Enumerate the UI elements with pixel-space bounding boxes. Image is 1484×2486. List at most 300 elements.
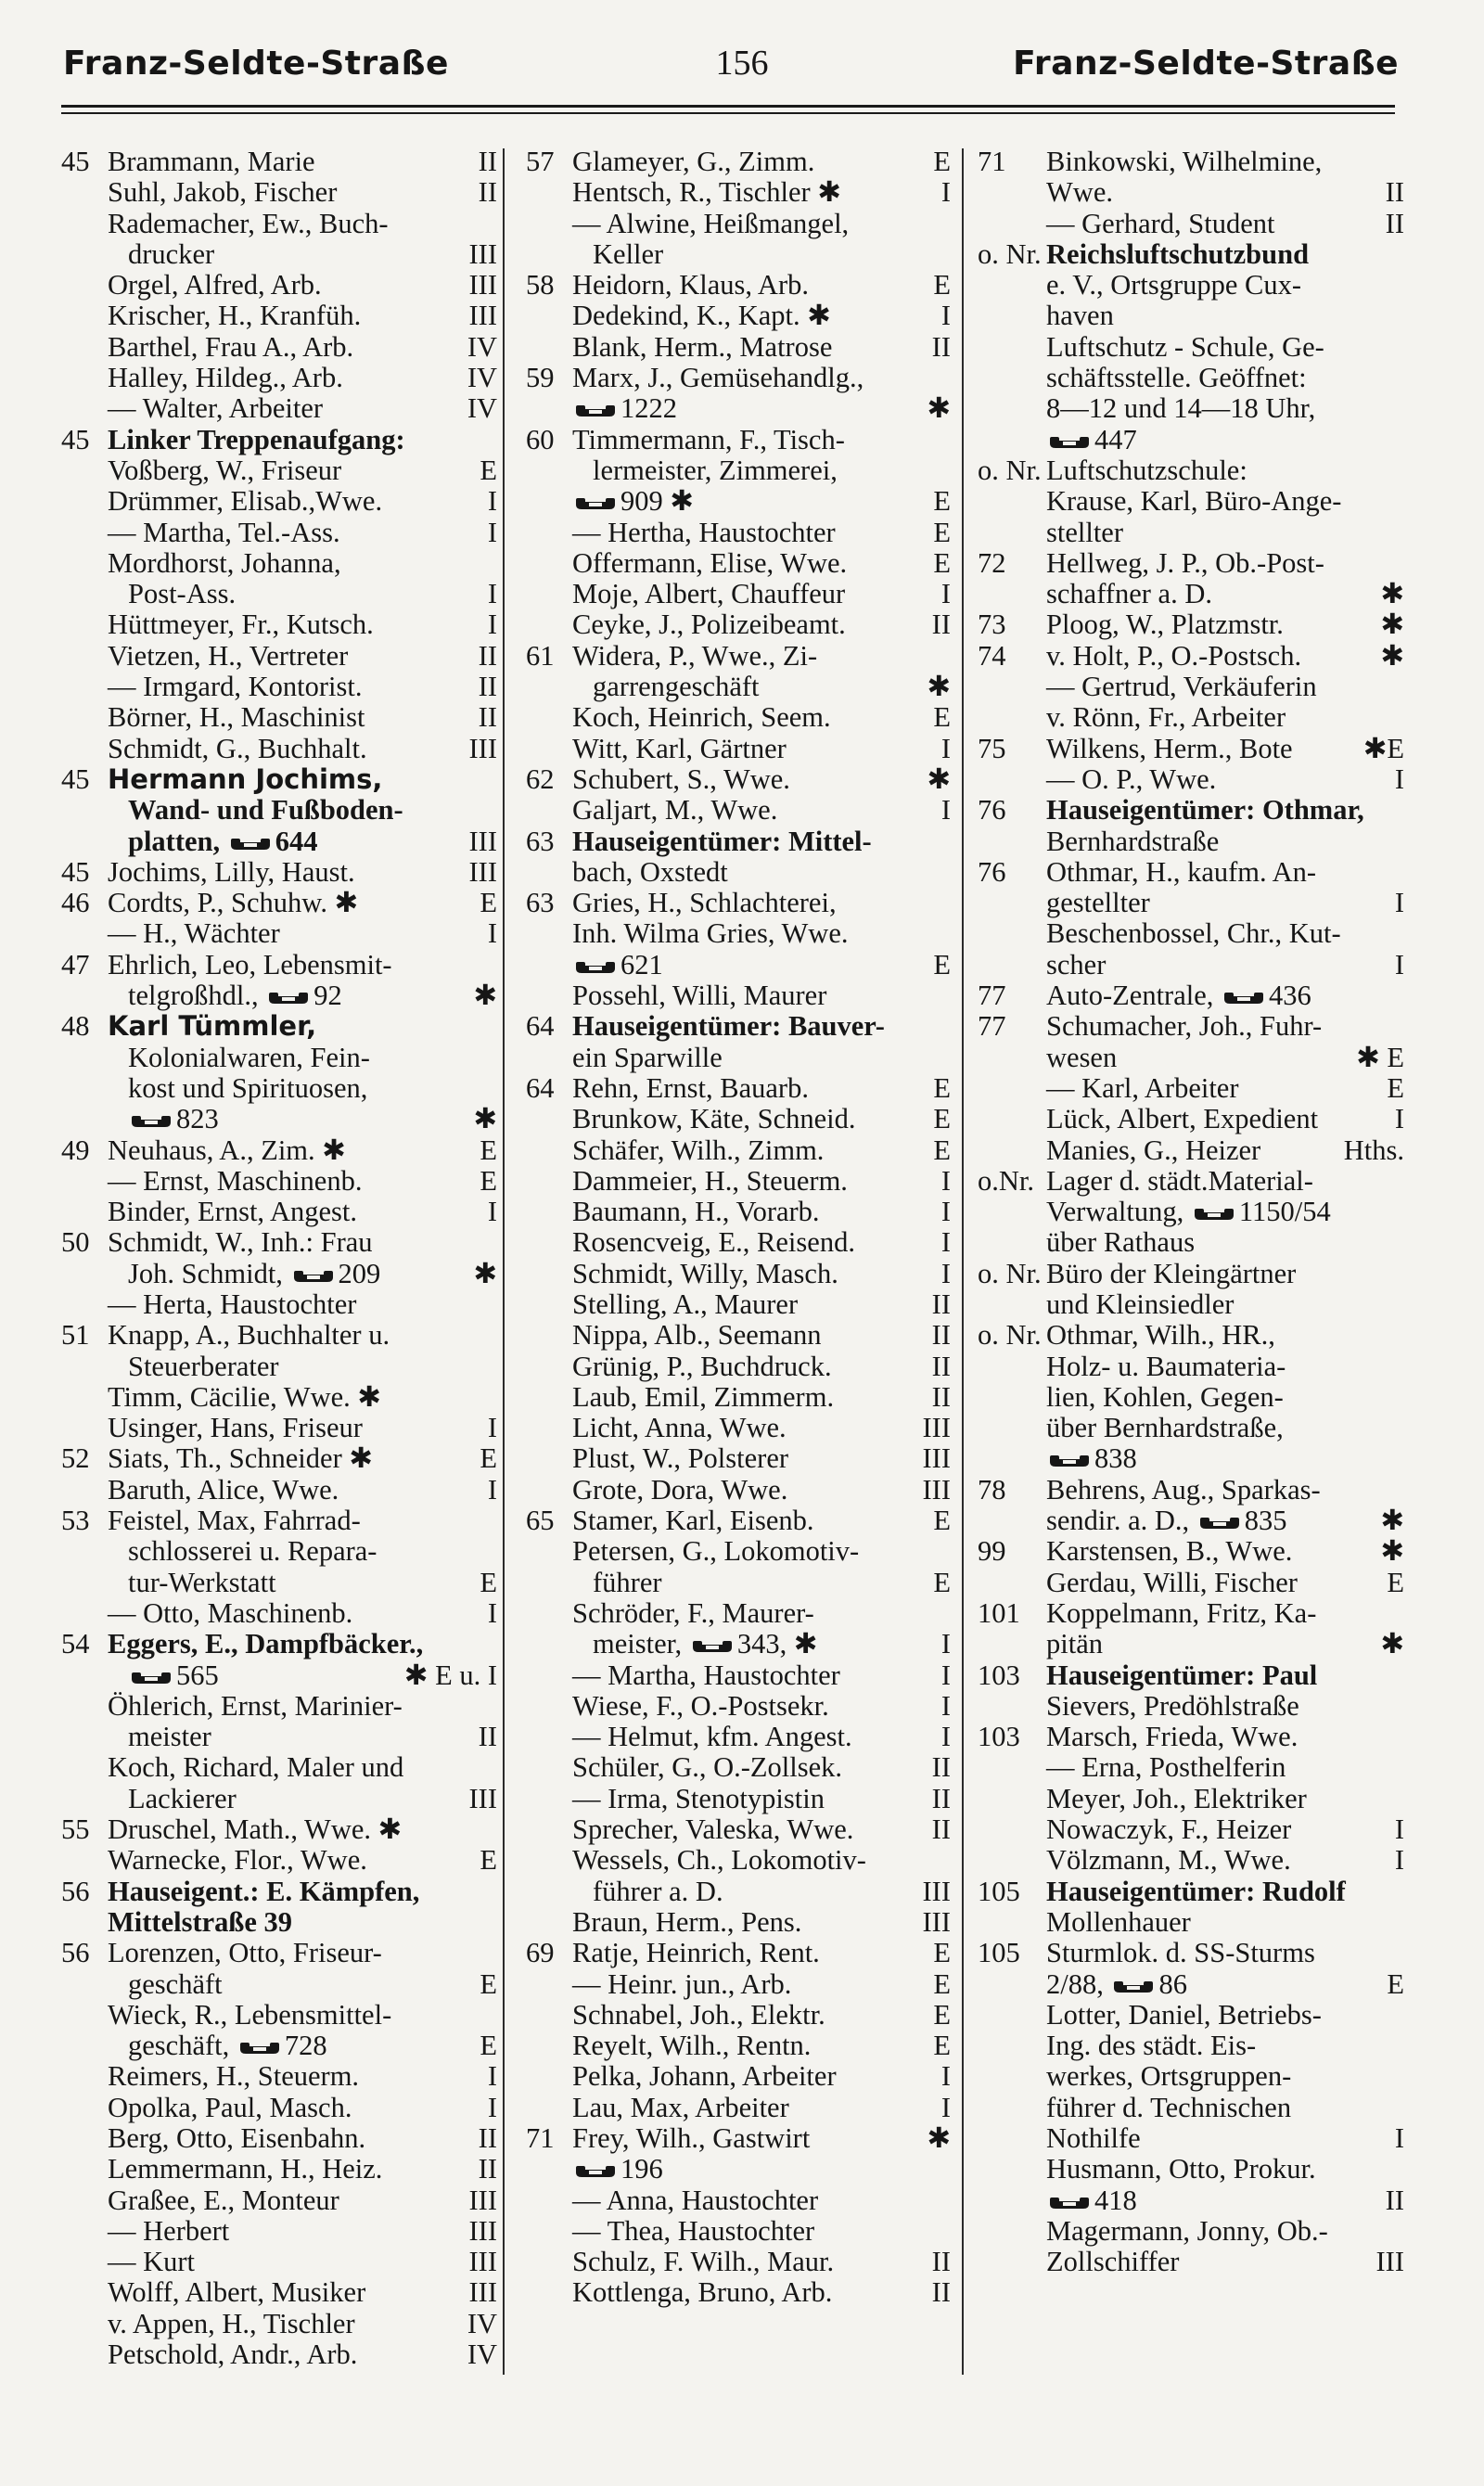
directory-entry-line (526, 1752, 951, 1783)
entry-name: e. V., Ortsgruppe Cux- (1046, 269, 1302, 301)
directory-entry-line (526, 393, 951, 424)
directory-entry-line (61, 1043, 497, 1073)
directory-entry-line (526, 2277, 951, 2308)
entry-text (572, 1413, 787, 1443)
entry-name: Inh. Wilma Gries, Wwe. (572, 917, 849, 950)
directory-entry-line (526, 270, 951, 301)
directory-entry-line (526, 734, 951, 764)
directory-entry-line (61, 548, 497, 579)
floor-marker: ✱ E u. I (403, 1659, 497, 1691)
entry-text (108, 609, 374, 640)
entry-text (108, 734, 367, 764)
entry-name: Ceyke, J., Polizeibeamt. (572, 609, 846, 641)
entry-text (1046, 177, 1113, 208)
floor-marker: II (931, 1782, 951, 1814)
entry-text (1046, 1166, 1313, 1197)
directory-entry-line (526, 1135, 951, 1166)
directory-entry-line (978, 1289, 1404, 1320)
house-number: 48 (61, 1010, 90, 1043)
floor-marker: III (468, 300, 497, 332)
floor-marker: III (922, 1442, 951, 1475)
floor-marker: I (487, 516, 497, 548)
directory-entry-line (61, 1506, 497, 1536)
entry-name: Lackierer (128, 1782, 237, 1814)
directory-entry-line (61, 239, 497, 270)
entry-name: — Irmgard, Kontorist. (108, 671, 363, 703)
house-number: 63 (526, 887, 555, 919)
floor-marker: E (933, 146, 951, 177)
telephone-receiver-icon (130, 1672, 173, 1685)
phone-number: 1150/54 (1238, 1196, 1331, 1228)
house-number: 54 (61, 1628, 90, 1660)
entry-name: Graßee, E., Monteur (108, 2184, 339, 2216)
telephone-receiver-icon (574, 404, 617, 417)
entry-name: — Hertha, Haustochter (572, 516, 836, 548)
directory-entry-line (978, 1722, 1404, 1752)
directory-entry-line (526, 702, 951, 733)
directory-entry-line (978, 1845, 1404, 1876)
floor-marker: E (1387, 1967, 1404, 2000)
entry-text (1046, 764, 1216, 795)
directory-entry-line (978, 518, 1404, 548)
directory-entry-line (526, 239, 951, 270)
directory-entry-line (61, 980, 497, 1011)
floor-marker: ✱ (927, 762, 951, 795)
floor-marker: III (468, 269, 497, 301)
floor-marker: E (933, 1071, 951, 1104)
entry-text (108, 1938, 382, 1968)
column-divider-1 (503, 148, 505, 2375)
directory-entry-line (978, 425, 1404, 455)
entry-text (108, 2000, 391, 2031)
entry-text (593, 1568, 662, 1598)
directory-entry-line (526, 177, 951, 208)
floor-marker: ✱E (1362, 732, 1404, 764)
entry-text (572, 950, 663, 980)
entry-text (108, 672, 362, 702)
entry-text (108, 209, 389, 239)
floor-marker: Hths. (1343, 1134, 1404, 1166)
entry-name: meister (128, 1721, 211, 1753)
directory-entry-line (978, 1382, 1404, 1413)
entry-name: ein Sparwille (572, 1041, 723, 1073)
entry-text (1046, 1259, 1296, 1289)
directory-entry-line (61, 2339, 497, 2370)
directory-entry-line (61, 1011, 497, 1042)
entry-name: Petersen, G., Lokomotiv- (572, 1535, 860, 1568)
entry-text (128, 239, 214, 270)
directory-entry-line (526, 857, 951, 888)
entry-name: Opolka, Paul, Masch. (108, 2091, 352, 2123)
page-number: 156 (715, 44, 769, 83)
directory-entry-line (978, 1691, 1404, 1722)
floor-marker: I (1394, 2122, 1404, 2154)
entry-name: Drümmer, Elisab.,Wwe. (108, 485, 383, 518)
entry-text (1046, 2031, 1256, 2061)
floor-marker: ✱ (927, 2122, 951, 2154)
directory-entry-line (978, 486, 1404, 517)
entry-text (1046, 1227, 1195, 1258)
telephone-receiver-icon (1048, 1454, 1091, 1467)
entry-name: Koch, Richard, Maler und (108, 1751, 404, 1784)
house-number: 101 (978, 1596, 1020, 1629)
entry-text (108, 2123, 365, 2154)
directory-entry-line (978, 1475, 1404, 1506)
entry-text (572, 702, 831, 733)
entry-name: Kottlenga, Bruno, Arb. (572, 2276, 833, 2309)
entry-name: Schmidt, W., Inh.: Frau (108, 1226, 373, 1259)
entry-name: Pelka, Johann, Arbeiter (572, 2060, 837, 2093)
floor-marker: III (1375, 2246, 1404, 2278)
entry-text (128, 1660, 219, 1691)
entry-text (1046, 1073, 1239, 1104)
directory-entry-line (61, 1845, 497, 1876)
telephone-receiver-icon (1222, 992, 1265, 1005)
entry-text (108, 2247, 195, 2277)
entry-name: Verwaltung, (1046, 1196, 1184, 1228)
entry-name: Schulz, F. Wilh., Maur. (572, 2246, 835, 2278)
directory-entry-line (978, 1598, 1404, 1629)
entry-text (1046, 393, 1315, 424)
entry-text (1046, 1443, 1137, 1474)
entry-text (128, 1104, 219, 1134)
entry-name: — Anna, Haustochter (572, 2184, 819, 2216)
entry-name: Baumann, H., Vorarb. (572, 1196, 820, 1228)
house-number: 77 (978, 1010, 1006, 1043)
house-number: 45 (61, 146, 90, 177)
house-number: 50 (61, 1226, 90, 1259)
entry-text (128, 2031, 327, 2061)
entry-text (1046, 1536, 1292, 1567)
floor-marker: E (480, 1967, 497, 2000)
entry-text (108, 1877, 419, 1907)
directory-entry-line (61, 1598, 497, 1629)
entry-text (1046, 579, 1212, 609)
entry-name: Baruth, Alice, Wwe. (108, 1473, 339, 1506)
directory-entry-line (978, 2093, 1404, 2123)
entry-text (108, 2093, 352, 2123)
entry-name: v. Rönn, Fr., Arbeiter (1046, 701, 1286, 734)
directory-entry-line (61, 1104, 497, 1134)
floor-marker: I (487, 1196, 497, 1228)
entry-text (572, 1722, 852, 1752)
phone-number: 447 (1094, 423, 1137, 455)
directory-entry-line (61, 1752, 497, 1783)
directory-entry-line (61, 332, 497, 363)
floor-marker: II (931, 1380, 951, 1413)
entry-name: Glameyer, G., Zimm. (572, 146, 815, 177)
directory-entry-line (61, 2309, 497, 2339)
entry-text (1046, 857, 1316, 888)
entry-name: Joh. Schmidt, (128, 1257, 283, 1289)
house-number: 61 (526, 639, 555, 672)
directory-entry-line (978, 1969, 1404, 2000)
entry-text (593, 1877, 723, 1907)
directory-entry-line (978, 1752, 1404, 1783)
floor-marker: E (1387, 1071, 1404, 1104)
directory-entry-line (526, 1568, 951, 1598)
directory-entry-line (526, 1443, 951, 1474)
entry-name: Ehrlich, Leo, Lebensmit- (108, 948, 392, 980)
directory-entry-line (526, 548, 951, 579)
entry-text (108, 1598, 352, 1629)
entry-name: bach, Oxstedt (572, 855, 728, 888)
floor-marker: II (1385, 2184, 1404, 2216)
entry-text (572, 1784, 825, 1814)
floor-marker: III (468, 2214, 497, 2247)
entry-text (108, 2309, 355, 2339)
entry-text (1046, 672, 1317, 702)
entry-text (108, 393, 323, 424)
entry-text (1046, 2247, 1179, 2277)
directory-entry-line (526, 2185, 951, 2216)
directory-entry-line (61, 1907, 497, 1938)
floor-marker: III (922, 1875, 951, 1907)
floor-marker: III (468, 2276, 497, 2309)
entry-name: — Martha, Tel.-Ass. (108, 516, 340, 548)
entry-name: Wand- und Fußboden- (128, 794, 403, 827)
entry-text (108, 363, 343, 393)
entry-text (1046, 455, 1247, 486)
floor-marker: III (468, 2246, 497, 2278)
floor-marker: I (1394, 948, 1404, 980)
entry-name: Vietzen, H., Vertreter (108, 639, 349, 672)
house-number: 59 (526, 362, 555, 394)
directory-entry-line (526, 2031, 951, 2061)
floor-marker: I (940, 578, 951, 610)
directory-entry-line (526, 363, 951, 393)
directory-entry-line (978, 980, 1404, 1011)
entry-text (572, 1752, 842, 1783)
directory-entry-line (978, 2061, 1404, 2092)
house-number: o.Nr. (978, 1164, 1034, 1197)
entry-name: werkes, Ortsgruppen- (1046, 2060, 1292, 2093)
entry-name: Berg, Otto, Eisenbahn. (108, 2122, 366, 2154)
phone-number: 728 (284, 2030, 327, 2062)
floor-marker: E (933, 1134, 951, 1166)
house-number: o. Nr. (978, 454, 1042, 486)
entry-name: Witt, Karl, Gärtner (572, 732, 787, 764)
entry-name: Koppelmann, Fritz, Ka- (1046, 1596, 1317, 1629)
entry-name: — Helmut, kfm. Angest. (572, 1721, 852, 1753)
house-number: 45 (61, 762, 90, 795)
entry-text (1046, 363, 1307, 393)
entry-name: Luftschutz - Schule, Ge- (1046, 330, 1324, 363)
directory-entry-line (526, 332, 951, 363)
entry-text (572, 2123, 810, 2154)
entry-text (128, 1784, 237, 1814)
entry-name: über Bernhardstraße, (1046, 1412, 1284, 1444)
entry-name: Völzmann, M., Wwe. (1046, 1844, 1291, 1877)
entry-text (572, 177, 841, 208)
phone-number: 838 (1094, 1442, 1137, 1475)
house-number: 56 (61, 1937, 90, 1969)
directory-entry-line (61, 486, 497, 517)
phone-number: 418 (1094, 2184, 1137, 2216)
directory-entry-line (526, 827, 951, 857)
entry-name: — Otto, Maschinenb. (108, 1596, 353, 1629)
entry-text (108, 1011, 316, 1042)
entry-text (1046, 239, 1309, 270)
telephone-receiver-icon (1048, 436, 1091, 449)
directory-entry-line (526, 455, 951, 486)
entry-name: Stelling, A., Maurer (572, 1288, 799, 1320)
directory-entry-line (526, 1907, 951, 1938)
entry-name: Mollenhauer (1046, 1905, 1191, 1938)
directory-entry-line (61, 1938, 497, 1968)
entry-name: Othmar, Wilh., HR., (1046, 1319, 1275, 1352)
entry-text (572, 363, 864, 393)
house-number: 105 (978, 1875, 1020, 1907)
entry-name: v. Holt, P., O.-Postsch. (1046, 639, 1302, 672)
entry-text (572, 1691, 829, 1722)
directory-entry-line (978, 332, 1404, 363)
directory-column-3 (978, 147, 1404, 2277)
directory-entry-line (526, 1382, 951, 1413)
directory-entry-line (61, 1073, 497, 1104)
directory-entry-line (526, 1227, 951, 1258)
floor-marker: II (478, 671, 497, 703)
entry-text (593, 455, 838, 486)
directory-entry-line (978, 827, 1404, 857)
directory-entry-line (978, 270, 1404, 301)
entry-name: — H., Wächter (108, 917, 280, 950)
entry-name: Othmar, H., kaufm. An- (1046, 855, 1317, 888)
entry-text (128, 1568, 276, 1598)
floor-marker: I (940, 794, 951, 827)
directory-entry-line (61, 1352, 497, 1382)
entry-name: Hüttmeyer, Fr., Kutsch. (108, 609, 374, 641)
entry-name: Holz- u. Baumateria- (1046, 1350, 1286, 1382)
telephone-receiver-icon (292, 1270, 335, 1283)
entry-text (572, 1443, 788, 1474)
directory-entry-line (61, 950, 497, 980)
floor-marker: II (478, 701, 497, 734)
entry-name: — Thea, Haustochter (572, 2214, 815, 2247)
floor-marker: III (468, 2184, 497, 2216)
directory-entry-line (526, 1691, 951, 1722)
directory-entry-line (526, 764, 951, 795)
floor-marker: I (940, 1689, 951, 1722)
directory-entry-line (61, 702, 497, 733)
floor-marker: I (940, 1226, 951, 1259)
entry-text (108, 2185, 339, 2216)
floor-marker: E (480, 2030, 497, 2062)
entry-text (108, 1227, 373, 1258)
entry-text (572, 1259, 838, 1289)
directory-entry-line (978, 2216, 1404, 2247)
floor-marker: I (487, 2060, 497, 2093)
floor-marker: IV (467, 2307, 497, 2339)
floor-marker: II (478, 2122, 497, 2154)
telephone-receiver-icon (574, 497, 617, 510)
entry-text (572, 209, 849, 239)
floor-marker: E (933, 1998, 951, 2031)
floor-marker: I (940, 2060, 951, 2093)
entry-name: meister, (593, 1628, 683, 1660)
telephone-receiver-icon (1198, 1517, 1241, 1530)
directory-entry-line (61, 888, 497, 918)
entry-text (108, 1814, 402, 1845)
entry-name: Neuhaus, A., Zim. ✱ (108, 1134, 346, 1166)
header-rule-top (61, 105, 1395, 108)
directory-entry-line (526, 1784, 951, 1814)
entry-text (572, 2216, 814, 2247)
directory-entry-line (978, 1413, 1404, 1443)
entry-name: Dedekind, K., Kapt. ✱ (572, 300, 831, 332)
directory-entry-line (61, 1413, 497, 1443)
entry-name: Lager d. städt.Material- (1046, 1164, 1313, 1197)
phone-number: 909 ✱ (620, 485, 694, 518)
entry-text (108, 1845, 367, 1876)
house-number: 60 (526, 423, 555, 455)
directory-entry-line (61, 425, 497, 455)
entry-text (572, 486, 694, 517)
entry-text (108, 1166, 362, 1197)
entry-text (1046, 827, 1219, 857)
directory-entry-line (61, 1877, 497, 1907)
entry-text (108, 1289, 356, 1320)
directory-entry-line (978, 795, 1404, 826)
entry-text (108, 950, 392, 980)
floor-marker: E (933, 1566, 951, 1598)
directory-entry-line (978, 1166, 1404, 1197)
floor-marker: I (1394, 887, 1404, 919)
entry-text (1046, 1877, 1346, 1907)
entry-name: schäftsstelle. Geöffnet: (1046, 362, 1307, 394)
entry-text (108, 888, 358, 918)
entry-name: Barthel, Frau A., Arb. (108, 330, 354, 363)
phone-number: 823 (176, 1103, 219, 1135)
entry-name: Usinger, Hans, Friseur (108, 1412, 363, 1444)
entry-text (1046, 1969, 1187, 2000)
entry-name: — Walter, Arbeiter (108, 392, 324, 425)
entry-text (1046, 1907, 1191, 1938)
directory-entry-line (978, 147, 1404, 177)
entry-text (1046, 1382, 1284, 1413)
directory-entry-line (526, 2123, 951, 2154)
house-number: o. Nr. (978, 237, 1042, 270)
directory-entry-line (978, 1227, 1404, 1258)
entry-text (1046, 548, 1324, 579)
directory-entry-line (61, 734, 497, 764)
entry-name: — Gertrud, Verkäuferin (1046, 671, 1317, 703)
entry-name: Keller (593, 237, 664, 270)
floor-marker: I (487, 609, 497, 641)
directory-entry-line (978, 579, 1404, 609)
floor-marker: I (487, 2091, 497, 2123)
directory-entry-line (526, 1536, 951, 1567)
house-number: 103 (978, 1721, 1020, 1753)
directory-column-1 (61, 147, 497, 2370)
floor-marker: I (940, 1628, 951, 1660)
house-number: 45 (61, 423, 90, 455)
directory-entry-line (978, 455, 1404, 486)
entry-name: Wieck, R., Lebensmittel- (108, 1998, 392, 2031)
phone-number: 86 (1158, 1967, 1187, 2000)
directory-entry-line (526, 1938, 951, 1968)
entry-text (108, 702, 365, 733)
entry-text (572, 1598, 814, 1629)
floor-marker: I (940, 1257, 951, 1289)
entry-text (108, 518, 340, 548)
floor-marker: E (933, 485, 951, 518)
directory-entry-line (526, 1969, 951, 2000)
floor-marker: I (940, 732, 951, 764)
entry-text (572, 795, 777, 826)
directory-entry-line (978, 1135, 1404, 1166)
floor-marker: E (933, 516, 951, 548)
